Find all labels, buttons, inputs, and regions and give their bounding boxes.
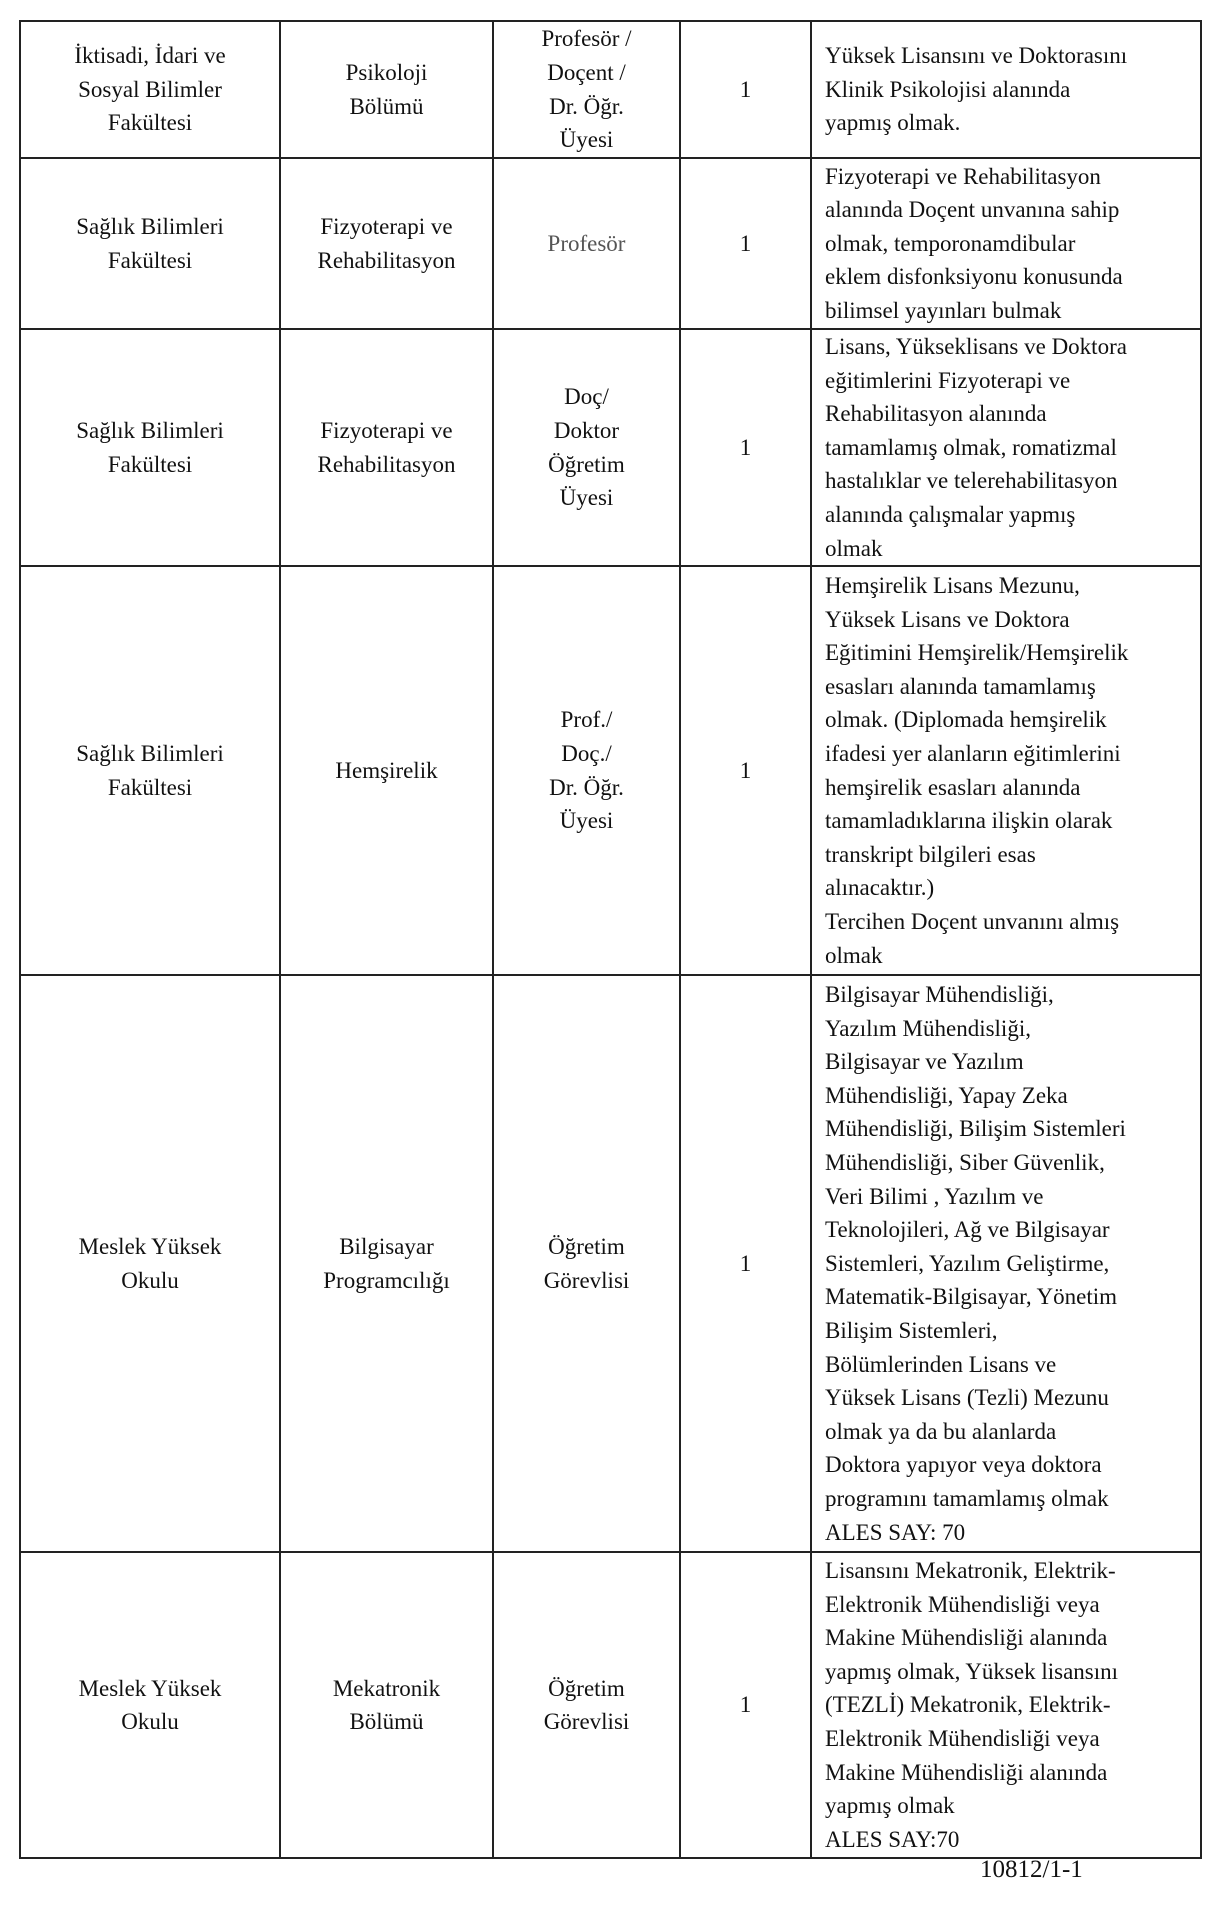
faculty-cell: Sağlık Bilimleri Fakültesi <box>20 158 280 329</box>
requirements-cell: Lisans, Yükseklisans ve Doktora eğitimlerini Fizyoterapi ve Rehabilitasyon alanında tamamlamış olmak, romatizmal hastalıklar ve telerehabilitasyon alanında çalışmalar yapmış olmak <box>811 329 1201 566</box>
title-cell: Profesör / Doçent / Dr. Öğr. Üyesi <box>493 21 680 158</box>
requirements-cell: Yüksek Lisansını ve Doktorasını Klinik Psikolojisi alanında yapmış olmak. <box>811 21 1201 158</box>
faculty-cell: İktisadi, İdari ve Sosyal Bilimler Fakültesi <box>20 21 280 158</box>
count-cell: 1 <box>680 566 811 975</box>
faculty-cell: Meslek Yüksek Okulu <box>20 1552 280 1858</box>
count-cell: 1 <box>680 21 811 158</box>
count-cell: 1 <box>680 975 811 1552</box>
department-cell: Bilgisayar Programcılığı <box>280 975 493 1552</box>
title-cell: Doç/ Doktor Öğretim Üyesi <box>493 329 680 566</box>
department-cell: Fizyoterapi ve Rehabilitasyon <box>280 329 493 566</box>
count-cell: 1 <box>680 158 811 329</box>
table-row <box>20 21 1201 158</box>
title-cell: Profesör <box>493 158 680 329</box>
faculty-cell: Meslek Yüksek Okulu <box>20 975 280 1552</box>
table-row <box>20 158 1201 329</box>
faculty-cell: Sağlık Bilimleri Fakültesi <box>20 566 280 975</box>
department-cell: Hemşirelik <box>280 566 493 975</box>
requirements-cell: Hemşirelik Lisans Mezunu, Yüksek Lisans ve Doktora Eğitimini Hemşirelik/Hemşirelik esasları alanında tamamlamış olmak. (Diplomada hemşirelik ifadesi yer alanların eğitimlerini hemşirelik esasları alanında tamamladıklarına ilişkin olarak transkript bilgileri esas alınacaktır.) Tercihen Doçent unvanını almış olmak <box>811 566 1201 975</box>
title-cell: Öğretim Görevlisi <box>493 1552 680 1858</box>
title-cell: Öğretim Görevlisi <box>493 975 680 1552</box>
requirements-cell: Lisansını Mekatronik, Elektrik- Elektronik Mühendisliği veya Makine Mühendisliği alanında yapmış olmak, Yüksek lisansını (TEZLİ) Mekatronik, Elektrik- Elektronik Mühendisliği veya Makine Mühendisliği alanında yapmış olmak ALES SAY:70 <box>811 1552 1201 1858</box>
count-cell: 1 <box>680 1552 811 1858</box>
department-cell: Fizyoterapi ve Rehabilitasyon <box>280 158 493 329</box>
requirements-cell: Fizyoterapi ve Rehabilitasyon alanında Doçent unvanına sahip olmak, temporonamdibular eklem disfonksiyonu konusunda bilimsel yayınları bulmak <box>811 158 1201 329</box>
count-cell: 1 <box>680 329 811 566</box>
table-row <box>20 975 1201 1552</box>
department-cell: Psikoloji Bölümü <box>280 21 493 158</box>
positions-table <box>19 20 1202 1859</box>
page-number: 10812/1-1 <box>980 1856 1083 1883</box>
table-row <box>20 1552 1201 1858</box>
table-row <box>20 329 1201 566</box>
table-row <box>20 566 1201 975</box>
department-cell: Mekatronik Bölümü <box>280 1552 493 1858</box>
requirements-cell: Bilgisayar Mühendisliği, Yazılım Mühendisliği, Bilgisayar ve Yazılım Mühendisliği, Yapay Zeka Mühendisliği, Bilişim Sistemleri Mühendisliği, Siber Güvenlik, Veri Bilimi , Yazılım ve Teknolojileri, Ağ ve Bilgisayar Sistemleri, Yazılım Geliştirme, Matematik-Bilgisayar, Yönetim Bilişim Sistemleri, Bölümlerinden Lisans ve Yüksek Lisans (Tezli) Mezunu olmak ya da bu alanlarda Doktora yapıyor veya doktora programını tamamlamış olmak ALES SAY: 70 <box>811 975 1201 1552</box>
faculty-cell: Sağlık Bilimleri Fakültesi <box>20 329 280 566</box>
title-cell: Prof./ Doç./ Dr. Öğr. Üyesi <box>493 566 680 975</box>
